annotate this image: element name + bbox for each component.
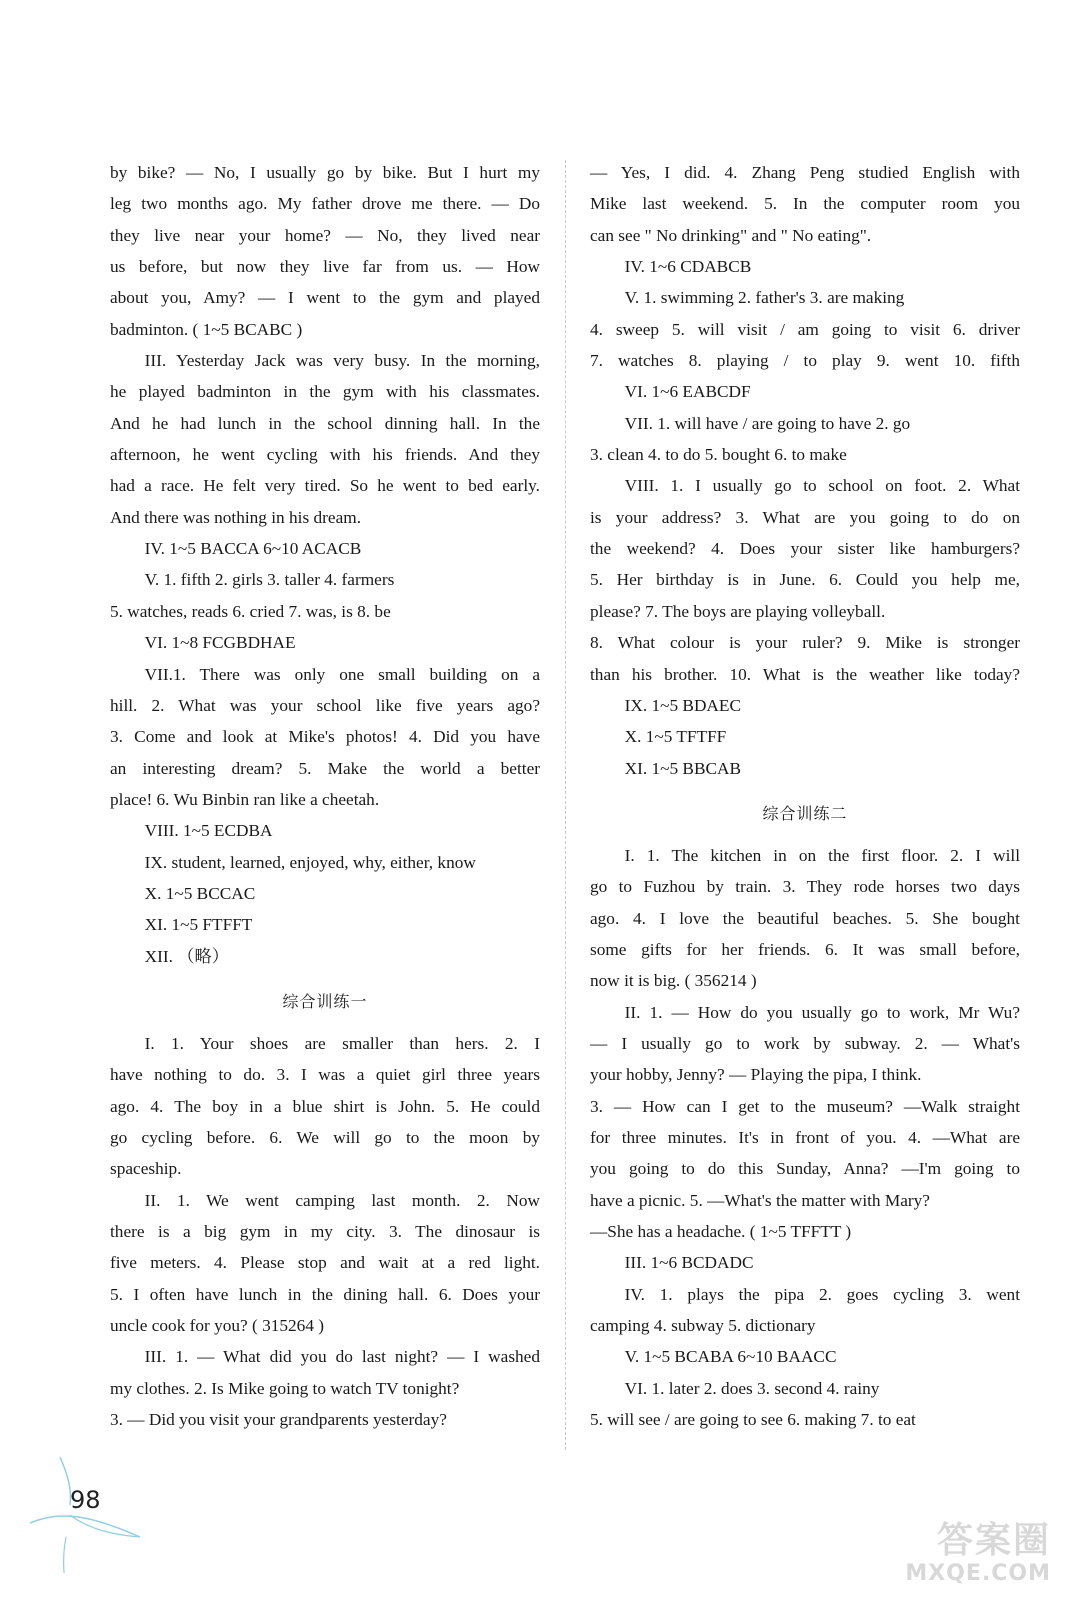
answer-line: than his brother. 10. What is the weather like today? <box>590 664 1020 684</box>
answer-line: —She has a headache. ( 1~5 TFFTT ) <box>590 1222 852 1241</box>
answer-line: camping 4. subway 5. dictionary <box>590 1316 816 1336</box>
answer-line: V. 1. fifth 2. girls 3. taller 4. farmers <box>144 570 395 590</box>
answer-line: us before, but now they live far from us. — How <box>110 257 540 277</box>
answer-line: place! 6. Wu Binbin ran like a cheetah. <box>110 789 380 809</box>
answer-line: IV. 1~6 CDABCB <box>624 257 752 277</box>
answer-line: VI. 1~6 EABCDF <box>624 382 751 402</box>
answer-line: now it is big. ( 356214 ) <box>590 971 757 991</box>
answer-line: the weekend? 4. Does your sister like hamburgers? <box>590 539 1020 559</box>
answer-line: And he had lunch in the school dinning hall. In the <box>110 413 540 433</box>
answer-line: II. 1. — How do you usually go to work, Mr Wu? <box>624 1002 1020 1022</box>
answer-line: 3. — Did you visit your grandparents yesterday? <box>110 1410 447 1430</box>
answer-line: — Yes, I did. 4. Zhang Peng studied English with <box>590 163 1020 182</box>
column-divider <box>565 160 566 1450</box>
answer-line: X. 1~5 TFTFF <box>624 727 727 747</box>
answer-line: some gifts for her friends. 6. It was small before, <box>590 939 1020 959</box>
answer-line: five meters. 4. Please stop and wait at a red light. <box>110 1253 540 1273</box>
answer-line: VIII. 1. I usually go to school on foot. 2. What <box>624 476 1020 496</box>
answer-line: XI. 1~5 FTFFT <box>144 915 253 935</box>
answer-line: he played badminton in the gym with his classmates. <box>110 382 540 402</box>
answer-line: VI. 1. later 2. does 3. second 4. rainy <box>624 1378 880 1398</box>
answer-line: 3. Come and look at Mike's photos! 4. Did you have <box>110 727 540 747</box>
answer-line: have a picnic. 5. —What's the matter with Mary? <box>590 1190 930 1210</box>
answer-line: for three minutes. It's in front of you. 4. —What are <box>590 1127 1020 1147</box>
answer-line: about you, Amy? — I went to the gym and played <box>110 288 540 308</box>
answer-line: there is a big gym in my city. 3. The dinosaur is <box>110 1222 540 1241</box>
page-number: 98 <box>70 1486 101 1514</box>
answer-line: afternoon, he went cycling with his friends. And they <box>110 445 540 465</box>
answer-line: IX. 1~5 BDAEC <box>624 695 741 715</box>
answer-line: II. 1. We went camping last month. 2. Now <box>144 1190 540 1210</box>
answer-column-left <box>110 157 540 1435</box>
corner-swoosh-decoration <box>30 1455 150 1575</box>
watermark-url: MXQE.COM <box>905 1561 1051 1586</box>
answer-line: I. 1. Your shoes are smaller than hers. 2. I <box>144 1033 540 1053</box>
answer-line: III. 1~6 BCDADC <box>624 1253 754 1273</box>
answer-line: VII. 1. will have / are going to have 2. go <box>624 413 911 433</box>
answer-line: IX. student, learned, enjoyed, why, either, know <box>144 852 476 872</box>
answer-line: 5. Her birthday is in June. 6. Could you help me, <box>590 570 1020 590</box>
answer-line: — I usually go to work by subway. 2. — What's <box>590 1033 1020 1053</box>
answer-line: badminton. ( 1~5 BCABC ) <box>110 319 303 339</box>
answer-line: 5. I often have lunch in the dining hall. 6. Does your <box>110 1284 540 1304</box>
answer-line: VII.1. There was only one small building on a <box>144 664 540 684</box>
answer-line: spaceship. <box>110 1159 182 1179</box>
answer-line: can see " No drinking" and " No eating". <box>590 225 872 245</box>
answer-line: IV. 1~5 BACCA 6~10 ACACB <box>144 539 362 559</box>
answer-line: 3. clean 4. to do 5. bought 6. to make <box>590 445 847 465</box>
answer-line: I. 1. The kitchen in on the first floor. 2. I will <box>624 845 1020 865</box>
answer-line: XII. （略） <box>144 946 230 966</box>
answer-line: 5. will see / are going to see 6. making 7. to eat <box>590 1410 916 1430</box>
answer-line: have nothing to do. 3. I was a quiet girl three years <box>110 1065 540 1085</box>
answer-line: III. 1. — What did you do last night? — I washed <box>144 1347 540 1367</box>
section-heading: 综合训练一 <box>282 991 368 1011</box>
answer-line: V. 1~5 BCABA 6~10 BAACC <box>624 1347 837 1367</box>
answer-line: your hobby, Jenny? — Playing the pipa, I think. <box>590 1065 922 1085</box>
answer-line: please? 7. The boys are playing volleyball. <box>590 601 886 621</box>
answer-line: XI. 1~5 BBCAB <box>624 758 742 778</box>
answer-line: hill. 2. What was your school like five years ago? <box>110 695 540 715</box>
answer-line: VIII. 1~5 ECDBA <box>144 821 273 841</box>
watermark-logo <box>905 1521 1051 1586</box>
answer-line: III. Yesterday Jack was very busy. In the morning, <box>144 351 540 371</box>
answer-line: 7. watches 8. playing / to play 9. went 10. fifth <box>590 351 1020 371</box>
answer-line: 8. What colour is your ruler? 9. Mike is stronger <box>590 633 1020 653</box>
answer-column-right <box>590 157 1020 1435</box>
answer-line: go to Fuzhou by train. 3. They rode horses two days <box>590 877 1020 897</box>
answer-line: And there was nothing in his dream. <box>110 507 362 527</box>
answer-line: 4. sweep 5. will visit / am going to visit 6. driver <box>590 319 1020 339</box>
answer-line: they live near your home? — No, they lived near <box>110 225 540 245</box>
answer-line: my clothes. 2. Is Mike going to watch TV tonight? <box>110 1378 460 1398</box>
answer-line: VI. 1~8 FCGBDHAE <box>144 633 296 653</box>
answer-line: uncle cook for you? ( 315264 ) <box>110 1316 325 1336</box>
answer-line: ago. 4. I love the beautiful beaches. 5. She bought <box>590 908 1020 928</box>
answer-line: had a race. He felt very tired. So he went to bed early. <box>110 476 540 496</box>
answer-line: an interesting dream? 5. Make the world a better <box>110 758 540 778</box>
answer-line: Mike last weekend. 5. In the computer room you <box>590 194 1020 214</box>
answer-line: 3. — How can I get to the museum? —Walk straight <box>590 1096 1020 1116</box>
answer-line: go cycling before. 6. We will go to the moon by <box>110 1127 540 1147</box>
answer-line: IV. 1. plays the pipa 2. goes cycling 3. went <box>624 1284 1020 1304</box>
watermark-text: 答案圈 <box>936 1520 1051 1561</box>
answer-line: ago. 4. The boy in a blue shirt is John. 5. He could <box>110 1096 540 1116</box>
answer-line: 5. watches, reads 6. cried 7. was, is 8. be <box>110 601 391 621</box>
answer-line: is your address? 3. What are you going to do on <box>590 507 1020 527</box>
section-heading: 综合训练二 <box>762 803 848 823</box>
answer-line: by bike? — No, I usually go by bike. But I hurt my <box>110 163 540 182</box>
answer-line: V. 1. swimming 2. father's 3. are making <box>624 288 905 308</box>
answer-line: X. 1~5 BCCAC <box>144 883 256 903</box>
answer-line: leg two months ago. My father drove me there. — Do <box>110 194 540 214</box>
answer-line: you going to do this Sunday, Anna? —I'm going to <box>590 1159 1020 1179</box>
